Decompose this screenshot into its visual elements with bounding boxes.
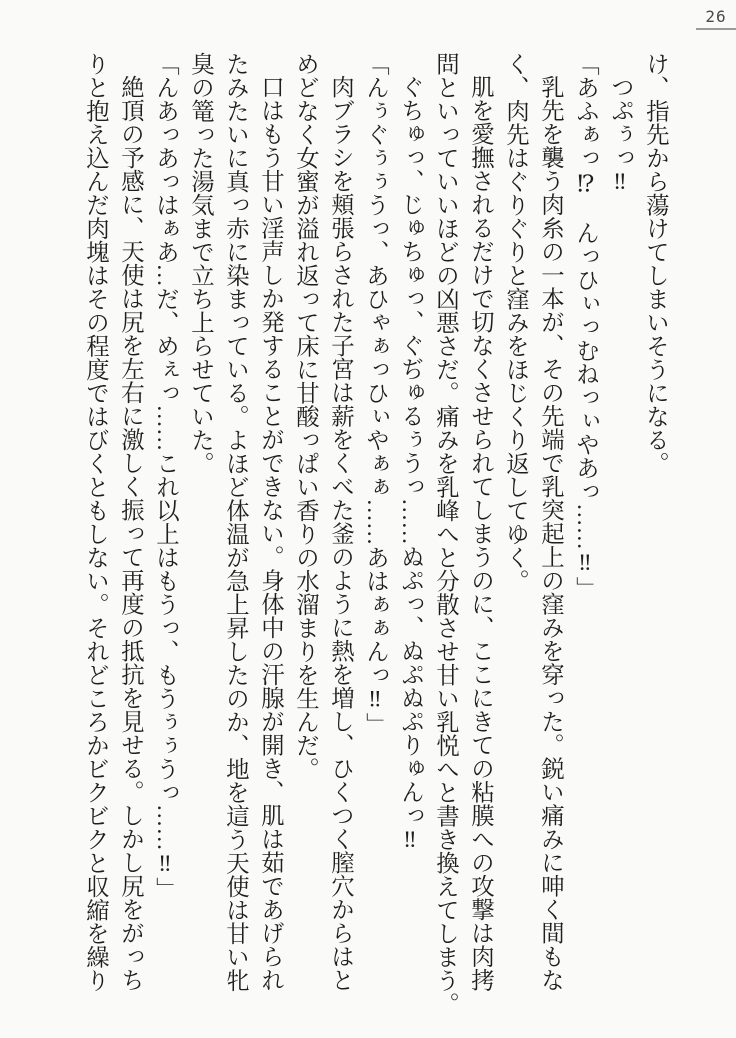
page-number — [696, 7, 736, 30]
text-column: 「んあっあっはぁあ…だ、めぇっ……これ以上はもうっ、もうぅぅうっ……‼」 — [152, 52, 178, 901]
text-column: めどなく女蜜が溢れ返って床に甘酸っぱい香りの水溜まりを生んだ。 — [292, 52, 318, 781]
text-column: 臭の篭った湯気まで立ち上らせていた。 — [187, 52, 213, 475]
text-column: 口はもう甘い淫声しか発することができない。身体中の汗腺が開き、肌は茹であげられ — [257, 75, 283, 992]
text-column: 肉ブラシを頬張らされた子宮は薪をくべた釜のように熱を増し、ひくつく膣穴からはと — [327, 75, 353, 992]
page-number-label: 26 — [705, 7, 727, 26]
text-column: 「あふぁっ⁉ んっひぃっむねっぃやあっ……‼」 — [572, 52, 598, 600]
text-column: け、指先から蕩けてしまいそうになる。 — [642, 52, 668, 475]
text-column: 問といっていいほどの凶悪さだ。痛みを乳峰へと分散させ甘い乳悦へと書き換えてしまう。 — [432, 52, 458, 1016]
text-column: 肌を愛撫されるだけで切なくさせられてしまうのに、ここにきての粘膜への攻撃は肉拷 — [467, 75, 493, 992]
text-column: りと抱え込んだ肉塊はその程度ではびくともしない。それどころかビクビクと収縮を繰り — [82, 52, 108, 992]
text-column: 絶頂の予感に、天使は尻を左右に激しく振って再度の抵抗を見せる。しかし尻をがっち — [117, 75, 143, 992]
text-column: く、肉先はぐりぐりと窪みをほじくり返してゆく。 — [502, 52, 528, 593]
text-column: ぐちゅっ、じゅちゅっ、ぐぢゅるぅうっ……ぬぷっ、ぬぷぬぷりゅんっ‼ — [397, 75, 423, 854]
vertical-text-area — [77, 52, 672, 1016]
text-column: 「んぅぐぅぅうっ、あひゃぁっひぃやぁぁ……あはぁぁんっ‼」 — [362, 52, 388, 737]
text-column: 乳先を襲う肉糸の一本が、その先端で乳突起上の窪みを穿った。鋭い痛みに呻く間もな — [537, 75, 563, 992]
text-column: たみたいに真っ赤に染まっている。よほど体温が急上昇したのか、地を這う天使は甘い牝 — [222, 52, 248, 992]
text-column: つぷぅっ‼ — [607, 75, 633, 196]
